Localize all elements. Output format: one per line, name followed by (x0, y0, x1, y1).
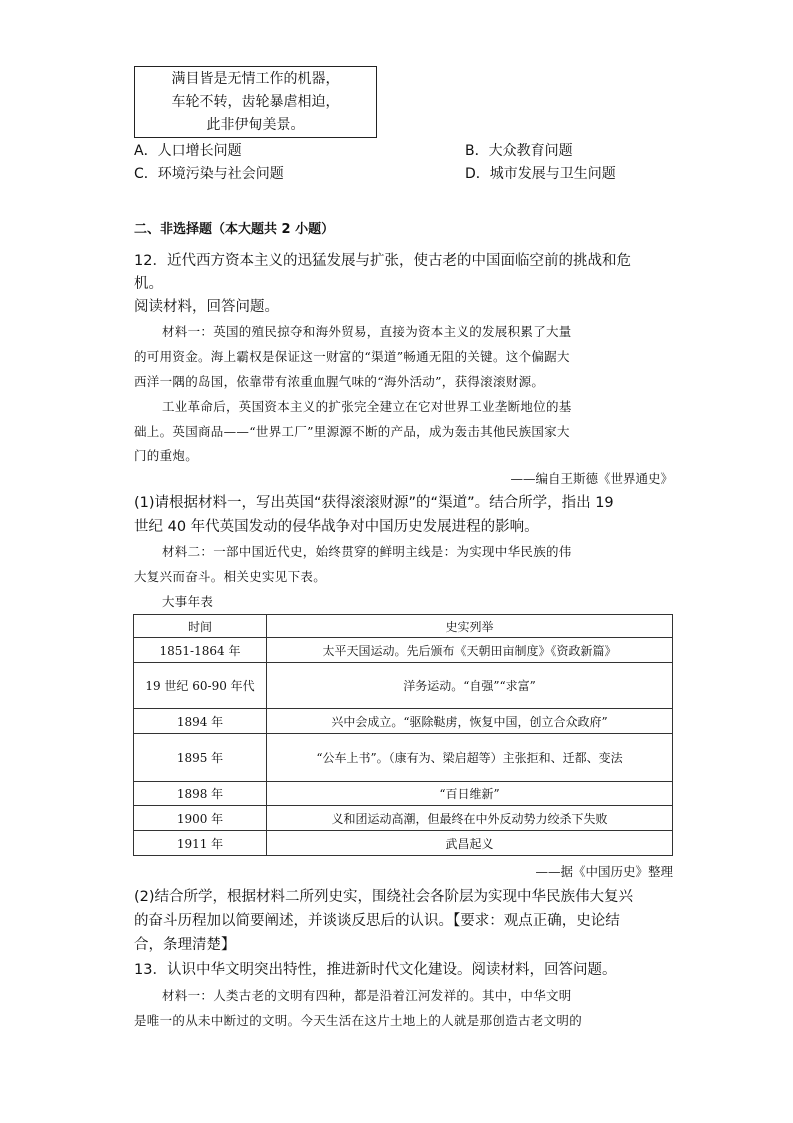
q12-stem-line: 阅读材料，回答问题。 (134, 299, 279, 315)
sub-question-line: (1)请根据材料一，写出英国“获得滚滚财源”的“渠道”。结合所学，指出 19 (134, 495, 614, 511)
option-a: A．人口增长问题 (134, 143, 242, 159)
table-cell-time: 19 世纪 60-90 年代 (134, 663, 267, 709)
material-line: 材料二：一部中国近代史，始终贯穿的鲜明主线是：为实现中华民族的伟 (162, 544, 572, 559)
table-header-row (134, 615, 673, 638)
table-cell-event: “百日维新” (267, 782, 673, 806)
q12-stem-line: 12．近代西方资本主义的迅猛发展与扩张，使古老的中国面临空前的挑战和危 (134, 253, 631, 269)
material-line: 大复兴而奋斗。相关史实见下表。 (134, 569, 327, 584)
table-cell-time: 1851-1864 年 (134, 638, 267, 663)
material-line: 工业革命后，英国资本主义的扩张完全建立在它对世界工业垄断地位的基 (162, 399, 572, 414)
sub-question-line: 世纪 40 年代英国发动的侵华战争对中国历史发展进程的影响。 (134, 519, 539, 535)
table-cell-event: 义和团运动高潮，但最终在中外反动势力绞杀下失败 (267, 806, 673, 831)
option-d: D．城市发展与卫生问题 (465, 166, 616, 182)
table-row (134, 709, 673, 734)
table-header-events: 史实列举 (267, 615, 673, 638)
table-cell-event: “公车上书”。（康有为、梁启超等）主张拒和、迁都、变法 (267, 734, 673, 782)
table-row (134, 638, 673, 663)
material-line: 础上。英国商品——“世界工厂”里源源不断的产品，成为轰击其他民族国家大 (134, 424, 570, 439)
table-cell-time: 1911 年 (134, 831, 267, 856)
source-citation: ——编自王斯德《世界通史》 (510, 471, 673, 486)
q12-stem-line: 机。 (134, 276, 163, 292)
section-title: 二、非选择题（本大题共 2 小题） (134, 222, 335, 237)
table-caption: 大事年表 (162, 594, 214, 609)
events-table (133, 614, 673, 856)
poem-line: 此非伊甸美景。 (206, 117, 305, 133)
table-row (134, 663, 673, 709)
table-header-time: 时间 (134, 615, 267, 638)
material-line: 是唯一的从未中断过的文明。今天生活在这片土地上的人就是那创造古老文明的 (134, 1013, 583, 1028)
material-line: 的可用资金。海上霸权是保证这一财富的“渠道”畅通无阻的关键。这个偏踞大 (134, 349, 570, 364)
material-line: 西洋一隅的岛国，依靠带有浓重血腥气味的“海外活动”，获得滚滚财源。 (134, 374, 545, 389)
table-row (134, 806, 673, 831)
table-cell-time: 1894 年 (134, 709, 267, 734)
table-row (134, 831, 673, 856)
table-cell-event: 兴中会成立。“驱除鞑虏，恢复中国，创立合众政府” (267, 709, 673, 734)
table-cell-time: 1895 年 (134, 734, 267, 782)
material-line: 材料一：人类古老的文明有四种，都是沿着江河发祥的。其中，中华文明 (162, 988, 572, 1003)
sub-question-line: 的奋斗历程加以简要阐述，并谈谈反思后的认识。【要求：观点正确，史论结 (134, 913, 620, 929)
q13-stem: 13．认识中华文明突出特性，推进新时代文化建设。阅读材料，回答问题。 (134, 962, 617, 978)
sub-question-line: (2)结合所学，根据材料二所列史实，围绕社会各阶层为实现中华民族伟大复兴 (134, 889, 634, 905)
table-cell-event: 太平天国运动。先后颁布《天朝田亩制度》《资政新篇》 (267, 638, 673, 663)
material-line: 门的重炮。 (134, 448, 199, 463)
option-b: B．大众教育问题 (465, 143, 573, 159)
option-c: C．环境污染与社会问题 (134, 166, 284, 182)
table-row (134, 782, 673, 806)
poem-box (134, 66, 377, 138)
table-cell-time: 1898 年 (134, 782, 267, 806)
source-citation: ——据《中国历史》整理 (535, 864, 673, 879)
table-cell-event: 洋务运动。“自强”“求富” (267, 663, 673, 709)
sub-question-line: 合，条理清楚】 (134, 937, 236, 953)
poem-line: 车轮不转，齿轮暴虐相迫， (171, 94, 340, 110)
material-line: 材料一：英国的殖民掠夺和海外贸易，直接为资本主义的发展积累了大量 (162, 324, 572, 339)
table-row (134, 734, 673, 782)
table-cell-event: 武昌起义 (267, 831, 673, 856)
table-cell-time: 1900 年 (134, 806, 267, 831)
poem-line: 满目皆是无情工作的机器， (171, 71, 340, 87)
